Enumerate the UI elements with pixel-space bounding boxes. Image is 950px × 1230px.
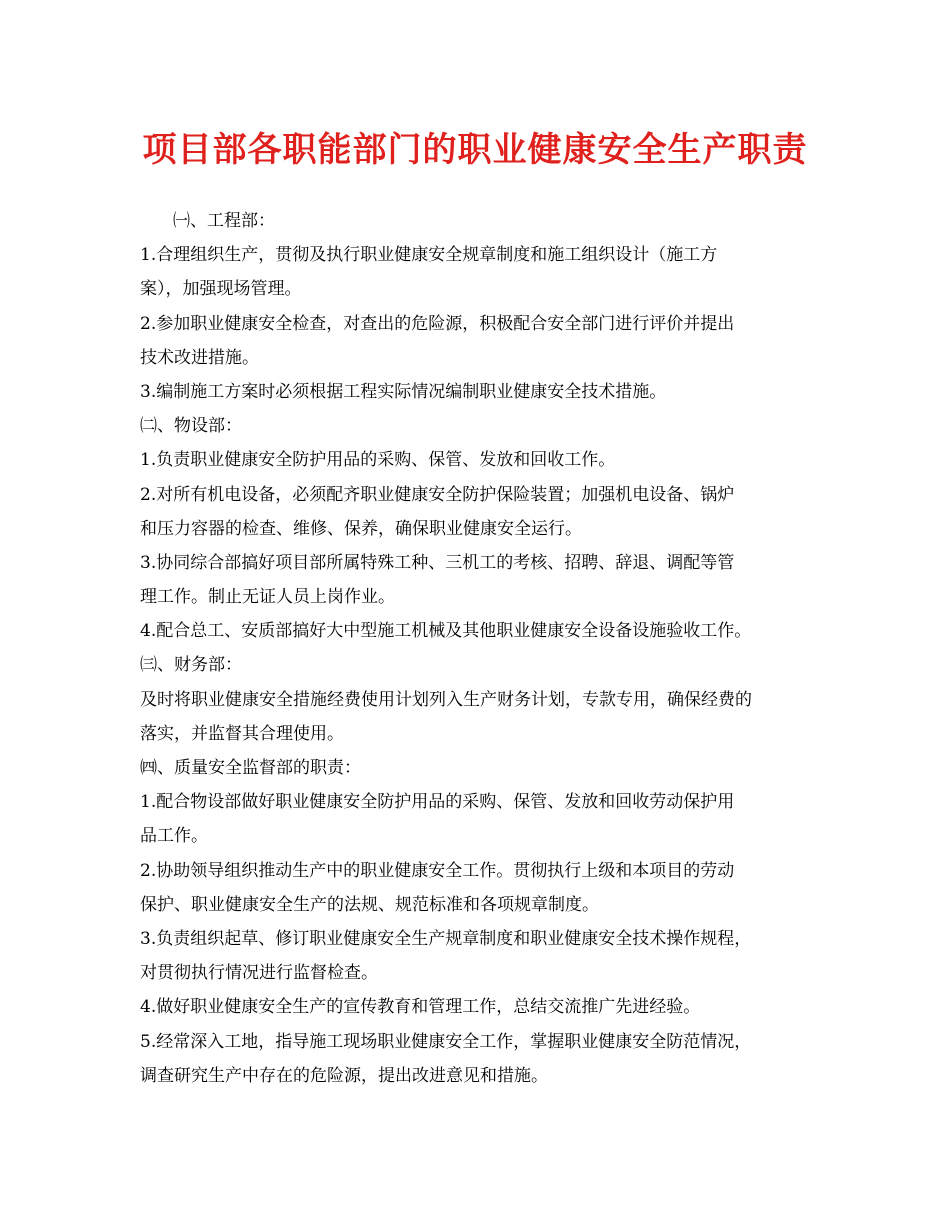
paragraph-line: 1.负责职业健康安全防护用品的采购、保管、发放和回收工作。 [140,450,616,471]
paragraph-line: 2.对所有机电设备，必须配齐职业健康安全防护保险装置；加强机电设备、锅炉 [140,484,735,505]
paragraph-line: 和压力容器的检查、维修、保养，确保职业健康安全运行。 [140,518,582,539]
paragraph-line: 4.做好职业健康安全生产的宣传教育和管理工作，总结交流推广先进经验。 [140,997,701,1018]
paragraph-line: 2.参加职业健康安全检查，对查出的危险源，积极配合安全部门进行评价并提出 [140,313,735,334]
paragraph-line: 理工作。制止无证人员上岗作业。 [140,587,395,608]
paragraph-line: 3.协同综合部搞好项目部所属特殊工种、三机工的考核、招聘、辞退、调配等管 [140,552,735,573]
section-heading-engineering: ㈠、工程部： [173,211,275,231]
paragraph-line: 品工作。 [140,826,208,847]
paragraph-line: 4.配合总工、安质部搞好大中型施工机械及其他职业健康安全设备设施验收工作。 [140,621,752,642]
paragraph-line: 对贯彻执行情况进行监督检查。 [140,963,378,984]
section-heading-finance: ㈢、财务部： [140,655,242,676]
paragraph-line: 技术改进措施。 [140,347,259,368]
paragraph-line: 2.协助领导组织推动生产中的职业健康安全工作。贯彻执行上级和本项目的劳动 [140,860,735,881]
paragraph-line: 1.配合物设部做好职业健康安全防护用品的采购、保管、发放和回收劳动保护用 [140,792,735,813]
paragraph-line: 3.负责组织起草、修订职业健康安全生产规章制度和职业健康安全技术操作规程， [140,928,752,949]
paragraph-line: 案），加强现场管理。 [140,279,302,300]
paragraph-line: 落实，并监督其合理使用。 [140,723,344,744]
document-body [140,204,820,1093]
paragraph-line: 3.编制施工方案时必须根据工程实际情况编制职业健康安全技术措施。 [140,381,667,402]
section-heading-quality-safety: ㈣、质量安全监督部的职责： [140,758,361,778]
paragraph-line: 5.经常深入工地，指导施工现场职业健康安全工作，掌握职业健康安全防范情况， [140,1031,752,1052]
section-heading-materials: ㈡、物设部： [140,416,242,437]
paragraph-line: 保护、职业健康安全生产的法规、规范标准和各项规章制度。 [140,894,599,915]
document-title: 项目部各职能部门的职业健康安全生产职责 [142,130,808,170]
paragraph-line: 调查研究生产中存在的危险源，提出改进意见和措施。 [140,1065,548,1086]
paragraph-line: 1.合理组织生产，贯彻及执行职业健康安全规章制度和施工组织设计（施工方 [140,245,718,266]
paragraph-line: 及时将职业健康安全措施经费使用计划列入生产财务计划，专款专用，确保经费的 [140,689,752,710]
